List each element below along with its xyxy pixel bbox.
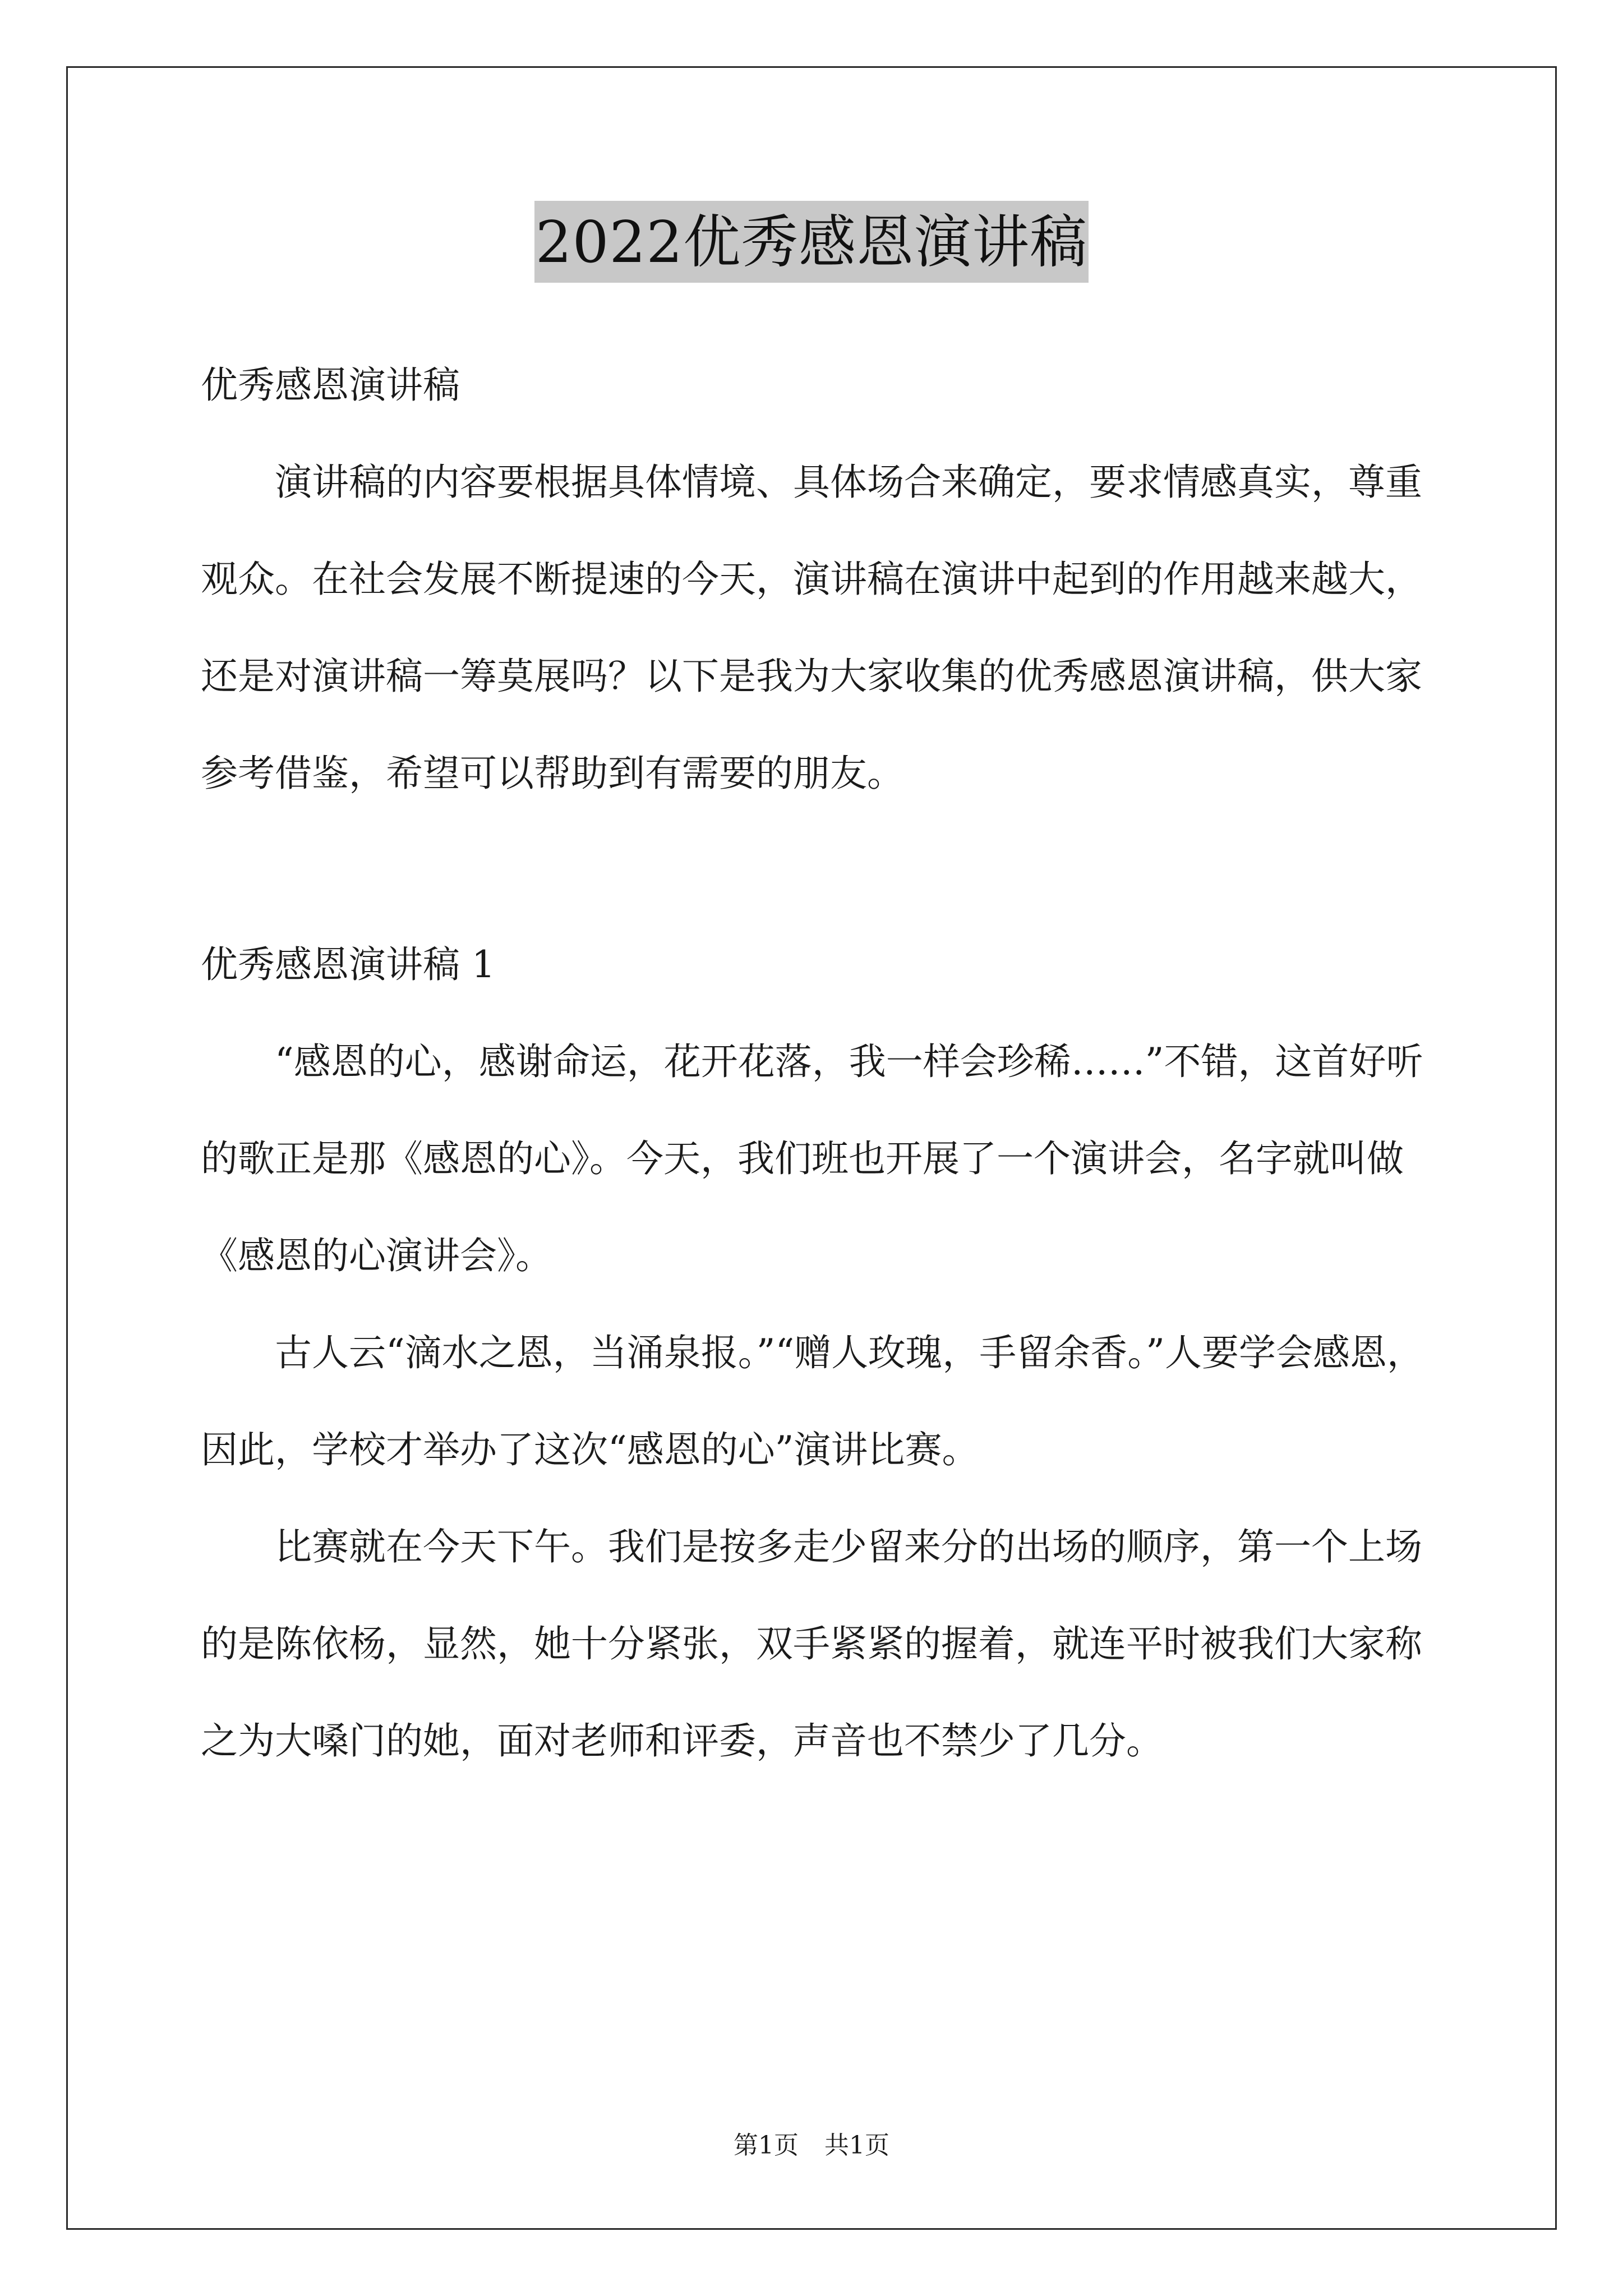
- section-heading: 优秀感恩演讲稿 1: [201, 943, 495, 986]
- document-title: 2022优秀感恩演讲稿: [534, 201, 1089, 283]
- body-paragraph: 古人云“滴水之恩，当涌泉报。”“赠人玫瑰，手留余香。”人要学会感恩，因此，学校才举办了这次“感恩的心”演讲比赛。: [201, 1331, 1424, 1471]
- intro-paragraph: 演讲稿的内容要根据具体情境、具体场合来确定，要求情感真实，尊重观众。在社会发展不断提速的今天，演讲稿在演讲中起到的作用越来越大，还是对演讲稿一筹莫展吗？以下是我为大家收集的优秀感恩演讲稿，供大家参考借鉴，希望可以帮助到有需要的朋友。: [201, 461, 1422, 795]
- body-paragraph: 比赛就在今天下午。我们是按多走少留来分的出场的顺序，第一个上场的是陈依杨，显然，她十分紧张，双手紧紧的握着，就连平时被我们大家称之为大嗓门的她，面对老师和评委，声音也不禁少了几分。: [201, 1525, 1422, 1763]
- section-spacer: [201, 822, 1435, 916]
- title-container: [0, 201, 1623, 283]
- intro-heading: 优秀感恩演讲稿: [201, 364, 460, 407]
- document-body: [201, 337, 1435, 1789]
- page-total: 共1页: [824, 2131, 889, 2160]
- page-number: 第1页: [734, 2131, 799, 2160]
- body-paragraph: “感恩的心，感谢命运，花开花落，我一样会珍稀……”不错，这首好听的歌正是那《感恩的心》。今天，我们班也开展了一个演讲会，名字就叫做《感恩的心演讲会》。: [201, 1040, 1423, 1277]
- page-footer: [0, 2129, 1623, 2162]
